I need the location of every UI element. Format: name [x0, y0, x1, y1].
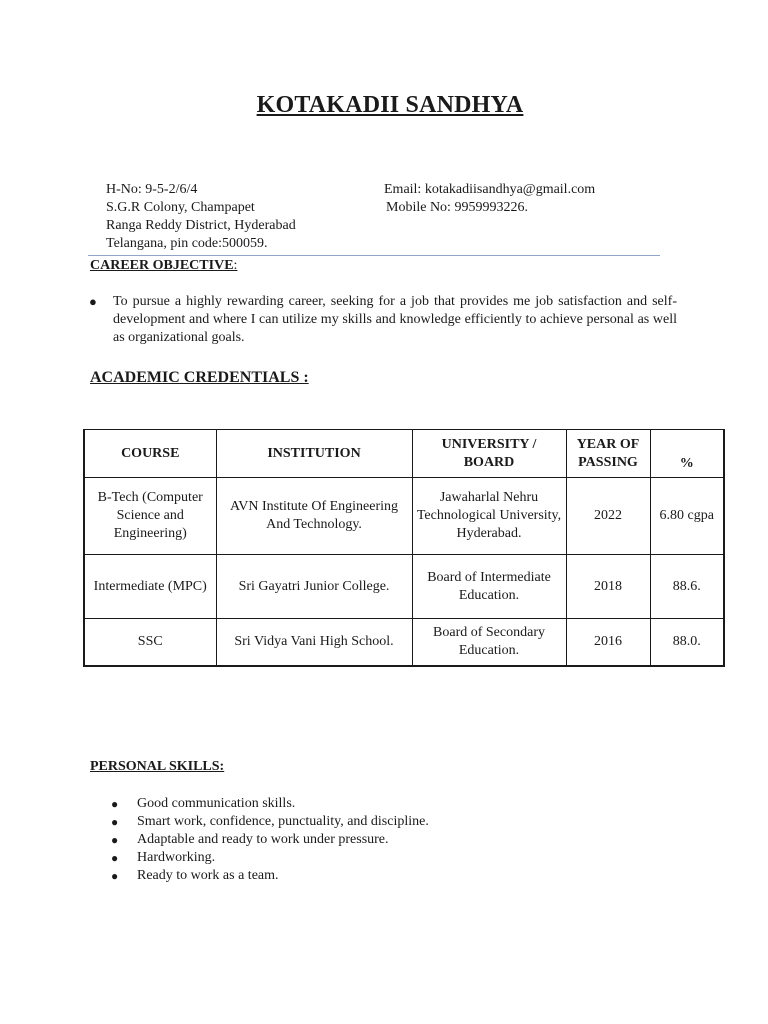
table-header-row — [84, 430, 724, 478]
header-percent: % — [650, 430, 724, 478]
cell-course: B-Tech (Computer Science and Engineering) — [84, 478, 216, 555]
contact-block — [384, 181, 595, 217]
cell-year: 2022 — [566, 478, 650, 555]
cell-university: Board of Intermediate Education. — [412, 555, 566, 619]
career-heading-text: CAREER OBJECTIVE — [90, 258, 234, 273]
header-divider — [88, 255, 660, 256]
table-row — [84, 478, 724, 555]
career-objective-heading — [90, 258, 237, 274]
cell-percent: 88.6. — [650, 555, 724, 619]
skill-text: Hardworking. — [137, 850, 216, 865]
list-item — [111, 831, 429, 849]
header-year: YEAR OF PASSING — [566, 430, 650, 478]
cell-percent: 88.0. — [650, 619, 724, 666]
bullet-icon: ● — [111, 869, 119, 883]
mobile-text: Mobile No: 9959993226. — [386, 200, 528, 215]
cell-course: Intermediate (MPC) — [84, 555, 216, 619]
header-institution: INSTITUTION — [216, 430, 412, 478]
bullet-icon: ● — [111, 851, 119, 865]
bullet-icon: ● — [89, 294, 97, 309]
bullet-icon: ● — [111, 833, 119, 847]
list-item — [111, 867, 429, 885]
header-university: UNIVERSITY / BOARD — [412, 430, 566, 478]
cell-institution: Sri Gayatri Junior College. — [216, 555, 412, 619]
table-row — [84, 555, 724, 619]
list-item — [111, 813, 429, 831]
cell-institution: AVN Institute Of Engineering And Technology. — [216, 478, 412, 555]
skill-text: Smart work, confidence, punctuality, and discipline. — [137, 814, 429, 829]
address-line: Telangana, pin code:500059. — [106, 236, 268, 251]
list-item — [111, 849, 429, 867]
cell-university: Board of Secondary Education. — [412, 619, 566, 666]
list-item — [111, 795, 429, 813]
career-heading-colon: : — [233, 258, 238, 273]
skill-text: Ready to work as a team. — [137, 868, 279, 883]
resume-name: KOTAKADII SANDHYA — [256, 92, 524, 118]
cell-university: Jawaharlal Nehru Technological University, Hyderabad. — [412, 478, 566, 555]
academic-credentials-heading: ACADEMIC CREDENTIALS : — [90, 369, 309, 386]
cell-percent: 6.80 cgpa — [650, 478, 724, 555]
cell-institution: Sri Vidya Vani High School. — [216, 619, 412, 666]
skills-list — [111, 795, 429, 885]
address-line: S.G.R Colony, Champapet — [106, 200, 255, 215]
personal-skills-heading: PERSONAL SKILLS: — [90, 759, 225, 774]
bullet-icon: ● — [111, 797, 119, 811]
table-row — [84, 619, 724, 666]
cell-year: 2016 — [566, 619, 650, 666]
address-block — [106, 181, 296, 253]
address-line: H-No: 9-5-2/6/4 — [106, 182, 198, 197]
skill-text: Adaptable and ready to work under pressure. — [137, 832, 389, 847]
email-text: Email: kotakadiisandhya@gmail.com — [384, 182, 596, 197]
address-line: Ranga Reddy District, Hyderabad — [106, 218, 296, 233]
header-course: COURSE — [84, 430, 216, 478]
bullet-icon: ● — [111, 815, 119, 829]
cell-course: SSC — [84, 619, 216, 666]
skill-text: Good communication skills. — [137, 796, 296, 811]
academic-table — [83, 429, 725, 667]
career-objective-text: To pursue a highly rewarding career, seeking for a job that provides me job satisfaction and self-development and where I can utilize my skills and knowledge efficiently to achieve personal as well as organizational goals. — [113, 294, 677, 345]
cell-year: 2018 — [566, 555, 650, 619]
